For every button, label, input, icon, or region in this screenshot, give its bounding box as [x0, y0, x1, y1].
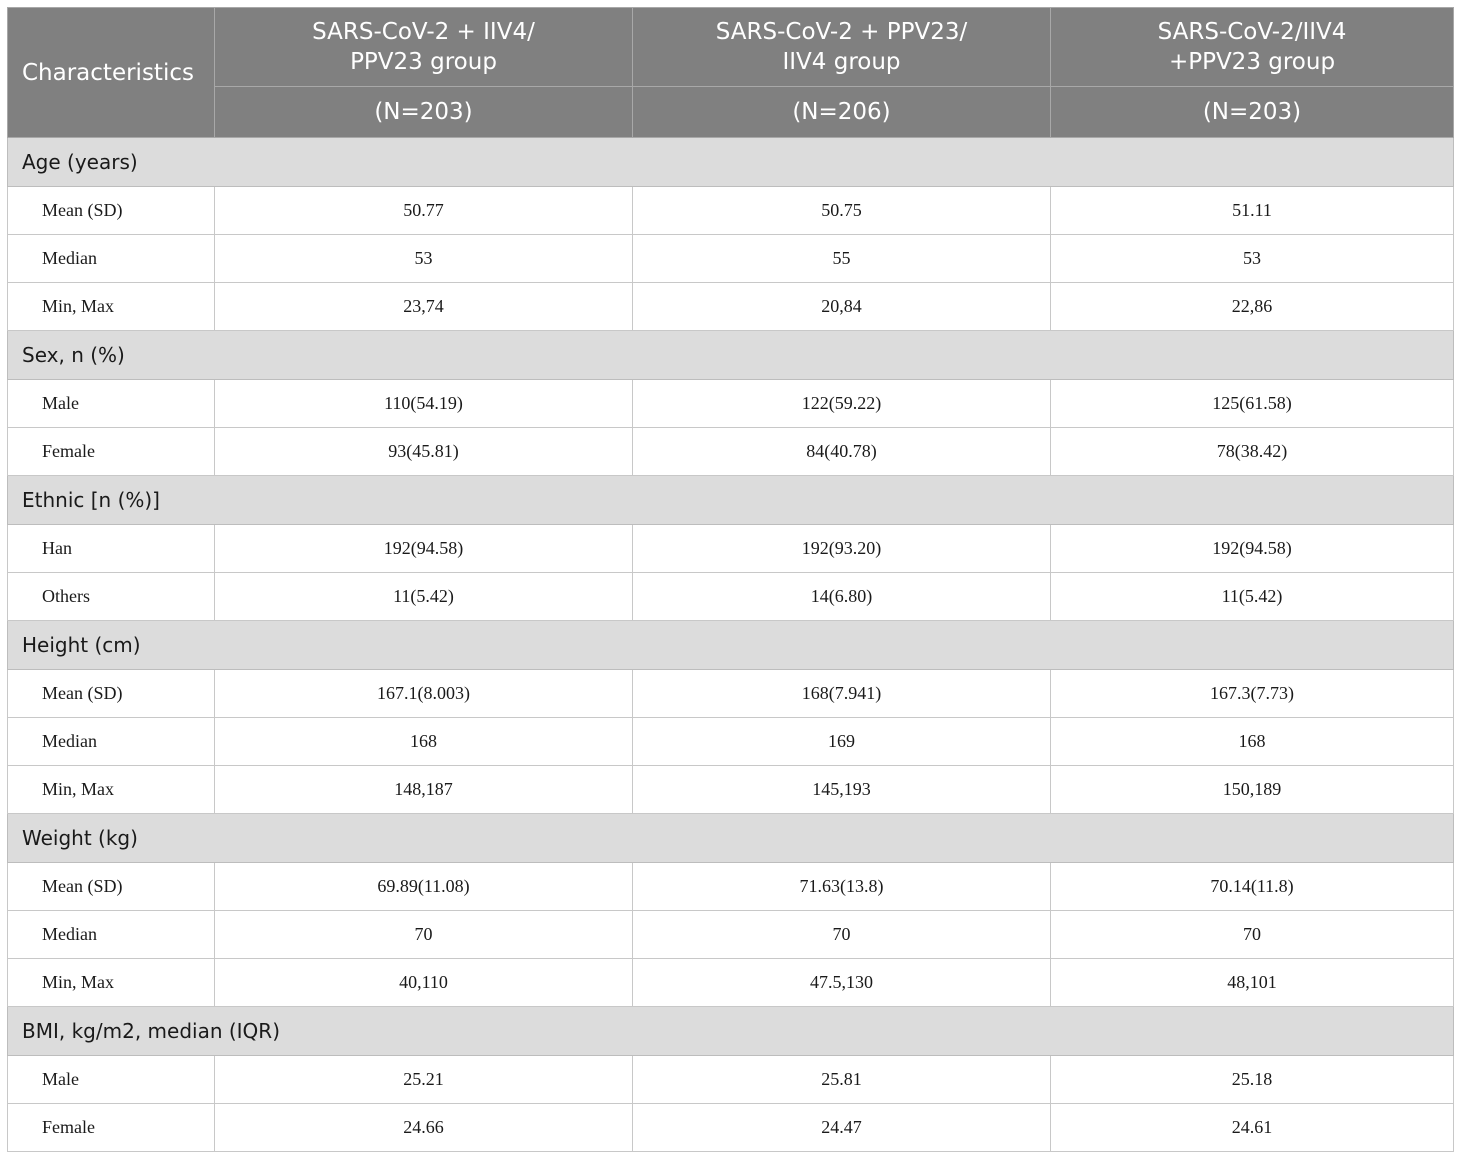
table-row [8, 573, 1454, 621]
table-row [8, 1104, 1454, 1152]
group-name-line1: SARS-CoV-2 + PPV23/ [715, 19, 968, 45]
table-row [8, 187, 1454, 235]
table-header [8, 8, 1454, 138]
value-cell: 70 [633, 911, 1051, 959]
value-cell: 24.61 [1051, 1104, 1454, 1152]
table-row [8, 718, 1454, 766]
group-header-2 [633, 8, 1051, 87]
row-label: Female [8, 428, 215, 476]
row-label: Male [8, 380, 215, 428]
value-cell: 70 [1051, 911, 1454, 959]
table-row [8, 235, 1454, 283]
value-cell: 168 [215, 718, 633, 766]
value-cell: 48,101 [1051, 959, 1454, 1007]
section-title: Ethnic [n (%)] [8, 476, 1454, 525]
section-row [8, 331, 1454, 380]
value-cell: 25.18 [1051, 1056, 1454, 1104]
group-name-line2: +PPV23 group [1168, 49, 1336, 75]
group-header-1 [215, 8, 633, 87]
value-cell: 110(54.19) [215, 380, 633, 428]
value-cell: 167.1(8.003) [215, 670, 633, 718]
table-row [8, 670, 1454, 718]
row-label: Median [8, 718, 215, 766]
value-cell: 11(5.42) [215, 573, 633, 621]
value-cell: 78(38.42) [1051, 428, 1454, 476]
section-row [8, 1007, 1454, 1056]
row-label: Mean (SD) [8, 863, 215, 911]
row-label: Min, Max [8, 283, 215, 331]
row-label: Others [8, 573, 215, 621]
row-label: Male [8, 1056, 215, 1104]
group-name-line1: SARS-CoV-2/IIV4 [1157, 19, 1347, 45]
section-row [8, 476, 1454, 525]
value-cell: 53 [1051, 235, 1454, 283]
group-name-line2: IIV4 group [782, 49, 901, 75]
table-row [8, 380, 1454, 428]
section-title: Age (years) [8, 138, 1454, 187]
characteristics-header: Characteristics [8, 8, 215, 138]
row-label: Female [8, 1104, 215, 1152]
section-title: Sex, n (%) [8, 331, 1454, 380]
table-row [8, 911, 1454, 959]
value-cell: 169 [633, 718, 1051, 766]
value-cell: 50.75 [633, 187, 1051, 235]
value-cell: 24.47 [633, 1104, 1051, 1152]
row-label: Han [8, 525, 215, 573]
table-row [8, 766, 1454, 814]
value-cell: 168(7.941) [633, 670, 1051, 718]
table-row [8, 959, 1454, 1007]
group-n-2: (N=206) [633, 87, 1051, 138]
group-n-3: (N=203) [1051, 87, 1454, 138]
table-row [8, 283, 1454, 331]
section-row [8, 814, 1454, 863]
value-cell: 51.11 [1051, 187, 1454, 235]
row-label: Median [8, 911, 215, 959]
characteristics-table [7, 7, 1454, 1152]
row-label: Min, Max [8, 766, 215, 814]
table-row [8, 428, 1454, 476]
group-name-line1: SARS-CoV-2 + IIV4/ [312, 19, 535, 45]
value-cell: 192(94.58) [215, 525, 633, 573]
value-cell: 23,74 [215, 283, 633, 331]
value-cell: 125(61.58) [1051, 380, 1454, 428]
group-header-3 [1051, 8, 1454, 87]
row-label: Min, Max [8, 959, 215, 1007]
value-cell: 53 [215, 235, 633, 283]
value-cell: 24.66 [215, 1104, 633, 1152]
value-cell: 20,84 [633, 283, 1051, 331]
table-row [8, 525, 1454, 573]
value-cell: 25.21 [215, 1056, 633, 1104]
row-label: Median [8, 235, 215, 283]
value-cell: 192(94.58) [1051, 525, 1454, 573]
value-cell: 168 [1051, 718, 1454, 766]
value-cell: 50.77 [215, 187, 633, 235]
value-cell: 70 [215, 911, 633, 959]
section-title: Height (cm) [8, 621, 1454, 670]
group-name-line2: PPV23 group [350, 49, 497, 75]
table-row [8, 1056, 1454, 1104]
row-label: Mean (SD) [8, 187, 215, 235]
value-cell: 11(5.42) [1051, 573, 1454, 621]
value-cell: 148,187 [215, 766, 633, 814]
section-row [8, 138, 1454, 187]
section-title: Weight (kg) [8, 814, 1454, 863]
value-cell: 122(59.22) [633, 380, 1051, 428]
value-cell: 167.3(7.73) [1051, 670, 1454, 718]
value-cell: 22,86 [1051, 283, 1454, 331]
value-cell: 71.63(13.8) [633, 863, 1051, 911]
row-label: Mean (SD) [8, 670, 215, 718]
value-cell: 192(93.20) [633, 525, 1051, 573]
section-title: BMI, kg/m2, median (IQR) [8, 1007, 1454, 1056]
value-cell: 47.5,130 [633, 959, 1051, 1007]
value-cell: 145,193 [633, 766, 1051, 814]
value-cell: 69.89(11.08) [215, 863, 633, 911]
value-cell: 40,110 [215, 959, 633, 1007]
section-row [8, 621, 1454, 670]
value-cell: 93(45.81) [215, 428, 633, 476]
value-cell: 14(6.80) [633, 573, 1051, 621]
value-cell: 150,189 [1051, 766, 1454, 814]
table-body [8, 138, 1454, 1152]
value-cell: 84(40.78) [633, 428, 1051, 476]
value-cell: 25.81 [633, 1056, 1051, 1104]
group-n-1: (N=203) [215, 87, 633, 138]
value-cell: 70.14(11.8) [1051, 863, 1454, 911]
value-cell: 55 [633, 235, 1051, 283]
table-row [8, 863, 1454, 911]
